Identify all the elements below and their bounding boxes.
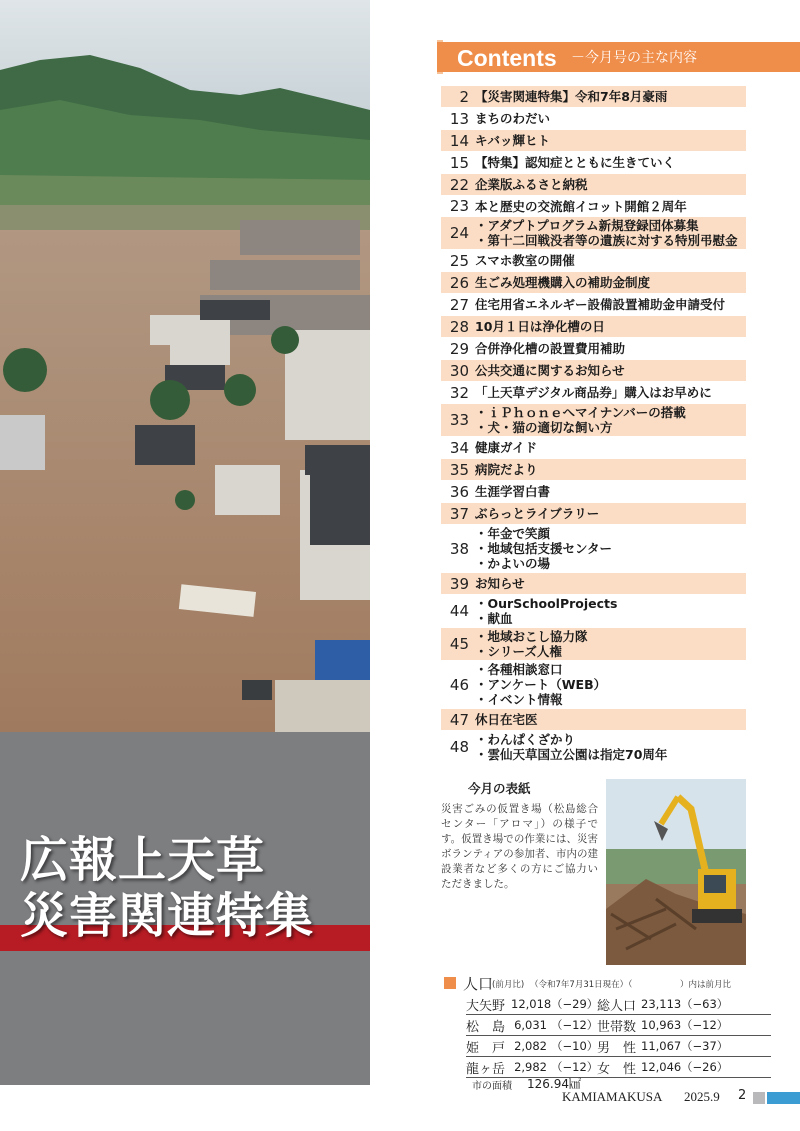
toc-row: [441, 250, 746, 272]
toc-entry-line: キバッ輝ヒト: [475, 133, 551, 148]
toc-row: [441, 108, 746, 130]
toc-entry-line: 合併浄化槽の設置費用補助: [475, 341, 626, 356]
toc-entry-line: ・地域おこし協力隊: [475, 629, 588, 644]
population-stat-value: 11,067: [641, 1039, 682, 1053]
toc-entry-line: 休日在宅医: [475, 712, 538, 727]
population-stat-value: 12,046: [641, 1060, 682, 1074]
toc-entry-line: 「上天草デジタル商品券」購入はお早めに: [475, 385, 712, 400]
toc-row: [441, 294, 746, 316]
toc-page-number: 14: [449, 131, 469, 150]
toc-page-number: 47: [449, 710, 469, 729]
city-area-label: 市の面積: [472, 1081, 512, 1092]
toc-page-number: 29: [449, 339, 469, 358]
toc-page-number: 34: [449, 438, 469, 457]
population-table: [466, 994, 771, 1078]
population-area-name: 大矢野: [466, 998, 506, 1014]
toc-entry: [475, 712, 746, 727]
toc-entry-line: ・犬・猫の適切な飼い方: [475, 420, 613, 435]
toc-entry: [475, 385, 746, 400]
toc-row: [441, 174, 746, 196]
toc-page-number: 37: [449, 504, 469, 523]
footer-magazine-name: KAMIAMAKUSA: [562, 1089, 663, 1104]
cover-caption-label: 今月の表紙: [468, 781, 531, 796]
toc-entry: [475, 133, 746, 148]
population-area-name: 姫 戸: [466, 1040, 506, 1056]
toc-page-number: 24: [449, 224, 469, 242]
population-note-prev: (前月比): [492, 980, 525, 990]
population-stat-change: （−37）: [681, 1039, 729, 1053]
toc-row: [441, 573, 746, 595]
cover-title-panel: [0, 732, 370, 1085]
toc-entry-line: 【災害関連特集】令和7年8月豪雨: [475, 89, 668, 104]
toc-page-number: 27: [449, 295, 469, 314]
toc-entry-line: 企業版ふるさと納税: [475, 177, 588, 192]
toc-entry: [475, 319, 746, 334]
toc-entry: [475, 506, 746, 521]
population-area-value: 2,082: [514, 1039, 547, 1053]
toc-row: [441, 152, 746, 174]
toc-row: [441, 731, 746, 764]
toc-entry-line: 本と歴史の交流館イコット開館２周年: [475, 198, 687, 214]
population-title: 人口: [463, 975, 494, 993]
toc-page-number: 25: [449, 251, 469, 270]
population-marker: [444, 977, 456, 989]
toc-page-number: 48: [449, 738, 469, 756]
population-row: [466, 994, 771, 1015]
cover-title-line-2: 災害関連特集: [20, 888, 315, 944]
population-area-name: 松 島: [466, 1019, 506, 1035]
toc-entry: [475, 440, 746, 455]
table-of-contents: [441, 86, 746, 764]
footer-page-number: 2: [738, 1088, 747, 1103]
toc-page-number: 26: [449, 273, 469, 292]
toc-row: [441, 360, 746, 382]
cover-caption-description: 災害ごみの仮置き場（松島総合センター「アロマ」）の様子です。仮置き場での作業には、災害ボランティアの参加者、市内の建設業者など多くの方にご協力いただきました。: [441, 803, 598, 890]
cover-photo-flood: [0, 0, 370, 732]
toc-entry: [475, 155, 746, 170]
toc-row: [441, 382, 746, 404]
toc-row: [441, 130, 746, 152]
city-area-value: 126.94㎢: [527, 1077, 581, 1091]
toc-page-number: 36: [449, 482, 469, 501]
toc-entry: [475, 662, 746, 707]
population-row: [466, 1036, 771, 1057]
toc-entry: [475, 199, 746, 214]
toc-entry-line: まちのわだい: [475, 111, 551, 126]
toc-row: [441, 459, 746, 481]
toc-page-number: 15: [449, 153, 469, 172]
toc-entry-line: ・献血: [475, 611, 513, 626]
toc-entry-line: 公共交通に関するお知らせ: [475, 363, 625, 378]
population-note-paren: ）内は前月比: [680, 980, 732, 990]
toc-entry-line: ・年金で笑顔: [475, 526, 551, 541]
contents-subtitle: －今月号の主な内容: [571, 50, 697, 66]
population-stat-name: 総人口: [597, 998, 637, 1014]
population-area-change: （−12）: [551, 1018, 599, 1032]
toc-entry: [475, 363, 746, 378]
toc-entry: [475, 275, 746, 290]
population-area-change: （−10）: [551, 1039, 599, 1053]
toc-entry: [475, 576, 746, 591]
footer-gray-bar: [753, 1092, 765, 1104]
toc-entry: [475, 526, 746, 571]
toc-entry-line: ・かよいの場: [475, 556, 551, 571]
toc-entry: [475, 405, 746, 435]
toc-row: [441, 86, 746, 108]
population-stat-change: （−63）: [681, 997, 729, 1011]
toc-entry: [475, 629, 746, 659]
toc-page-number: 22: [449, 175, 469, 194]
toc-entry: [475, 297, 746, 312]
toc-entry-line: 病院だより: [475, 462, 538, 477]
toc-entry: [475, 177, 746, 192]
toc-entry-line: ぶらっとライブラリー: [475, 506, 600, 521]
toc-entry-line: ・OurSchoolProjects: [475, 596, 618, 611]
toc-page-number: 44: [449, 602, 469, 620]
toc-entry: [475, 253, 746, 268]
toc-entry-line: ・第十二回戦没者等の遺族に対する特別弔慰金: [475, 233, 738, 248]
population-stat-name: 男 性: [597, 1040, 637, 1056]
toc-entry-line: ・イベント情報: [475, 692, 563, 707]
population-note-date: （令和7年7月31日現在）（: [530, 980, 633, 990]
toc-entry-line: 健康ガイド: [475, 440, 538, 455]
toc-page-number: 39: [449, 574, 469, 593]
population-area-value: 2,982: [514, 1060, 547, 1074]
contents-title: Contents: [457, 45, 557, 71]
toc-page-number: 38: [449, 539, 469, 558]
toc-page-number: 13: [449, 109, 469, 128]
toc-page-number: 23: [449, 197, 469, 215]
toc-page-number: 2: [459, 87, 469, 106]
footer-blue-bar: [767, 1092, 800, 1104]
toc-entry-line: ・ｉＰｈｏｎｅへマイナンバーの搭載: [475, 405, 686, 420]
toc-row: [441, 628, 746, 661]
population-row: [466, 1015, 771, 1036]
toc-row: [441, 595, 746, 628]
cover-title: [20, 832, 370, 944]
cover-title-line-1: 広報上天草: [20, 832, 266, 888]
toc-row: [441, 338, 746, 360]
toc-entry-line: ・地域包括支援センター: [475, 541, 613, 556]
toc-page-number: 28: [449, 317, 469, 336]
toc-page-number: 30: [449, 361, 469, 380]
toc-entry-line: お知らせ: [475, 576, 525, 591]
footer-issue: 2025.9: [684, 1089, 720, 1104]
toc-entry-line: ・各種相談窓口: [475, 662, 563, 677]
toc-page-number: 35: [449, 460, 469, 479]
toc-row: [441, 404, 746, 437]
toc-entry-line: ・雲仙天草国立公園は指定70周年: [475, 747, 668, 762]
toc-entry: [475, 341, 746, 356]
toc-page-number: 45: [449, 635, 469, 653]
toc-entry-line: 住宅用省エネルギー設備設置補助金申請受付: [475, 297, 726, 312]
toc-row: [441, 481, 746, 503]
population-area-change: （−29）: [551, 997, 599, 1011]
toc-entry-line: 【特集】認知症とともに生きていく: [475, 155, 676, 170]
toc-entry: [475, 484, 746, 499]
toc-entry-line: ・アンケート（WEB）: [475, 677, 607, 692]
population-stat-name: 世帯数: [597, 1019, 637, 1035]
population-stat-change: （−12）: [681, 1018, 729, 1032]
population-row: [466, 1057, 771, 1078]
toc-entry: [475, 89, 746, 104]
toc-entry-line: ・シリーズ人権: [475, 644, 562, 659]
toc-row: [441, 316, 746, 338]
toc-entry: [475, 218, 746, 248]
population-area-value: 12,018: [511, 997, 552, 1011]
toc-entry: [475, 111, 746, 126]
cover-column: [0, 0, 370, 1085]
toc-row: [441, 709, 746, 731]
population-area-name: 龍ヶ岳: [466, 1061, 506, 1077]
toc-row: [441, 503, 746, 525]
toc-page-number: 32: [449, 383, 469, 402]
population-stat-value: 10,963: [641, 1018, 682, 1032]
toc-entry-line: 生涯学習白書: [475, 484, 551, 499]
toc-entry: [475, 596, 746, 626]
toc-row: [441, 525, 746, 573]
toc-entry: [475, 732, 746, 762]
toc-entry-line: ・アダプトプログラム新規登録団体募集: [475, 218, 699, 233]
population-area-value: 6,031: [514, 1018, 547, 1032]
population-stat-change: （−26）: [681, 1060, 729, 1074]
toc-page-number: 46: [449, 675, 469, 694]
toc-row: [441, 661, 746, 709]
population-stat-name: 女 性: [597, 1061, 637, 1077]
toc-entry-line: スマホ教室の開催: [475, 253, 575, 268]
toc-entry-line: 生ごみ処理機購入の補助金制度: [475, 275, 651, 290]
population-area-change: （−12）: [551, 1060, 599, 1074]
population-stat-value: 23,113: [641, 997, 682, 1011]
toc-row: [441, 217, 746, 250]
toc-entry-line: 10月１日は浄化槽の日: [475, 319, 605, 334]
toc-row: [441, 437, 746, 459]
cover-thumbnail-excavator: [606, 779, 746, 965]
toc-entry: [475, 462, 746, 477]
toc-row: [441, 272, 746, 294]
toc-row: [441, 196, 746, 217]
toc-entry-line: ・わんぱくざかり: [475, 732, 576, 747]
toc-page-number: 33: [449, 411, 469, 429]
